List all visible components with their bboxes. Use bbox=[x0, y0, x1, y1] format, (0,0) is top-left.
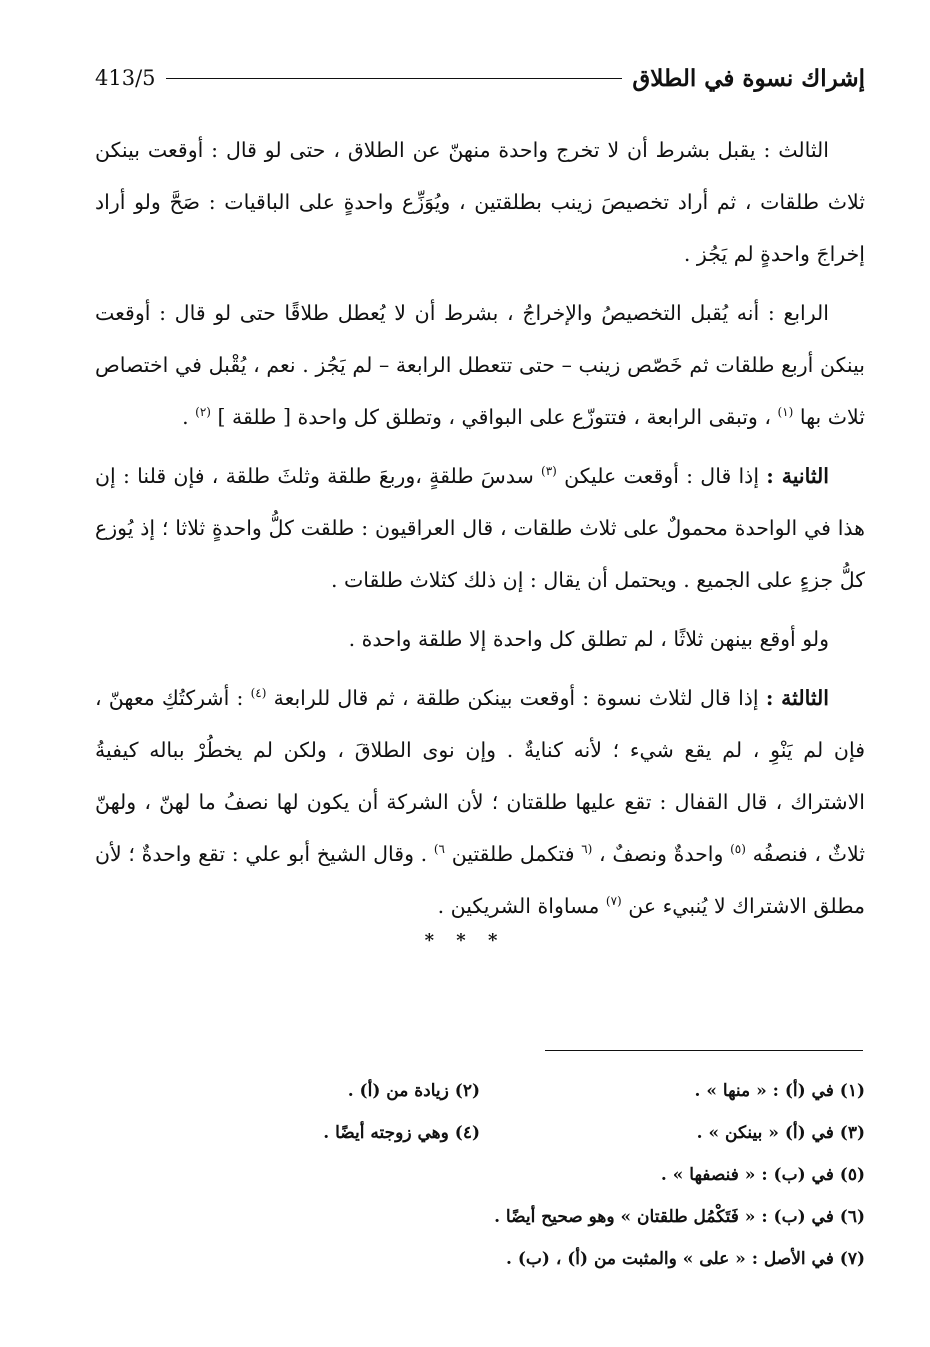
paragraph-text: سدسَ طلقةٍ ،وربعَ طلقة وثلثَ طلقة ، فإن قلنا : إن هذا في الواحدة محمولٌ على ثلاث طلقات ، قال العراقيون : طلقت كلُّ واحدةٍ ثلاثا ؛ إذ يُوزع كلُّ جزءٍ على الجميع . ويحتمل أن يقال : إن ذلك كثلاث طلقات . bbox=[95, 464, 865, 592]
paragraph-text: . وقال الشيخ أبو علي : تقع واحدةٌ ؛ لأن مطلق الاشتراك لا يُنبيء عن bbox=[95, 842, 865, 918]
paragraph-text: فتكمل طلقتين bbox=[451, 842, 575, 866]
footnote-ref-2[interactable]: (٢) bbox=[195, 405, 211, 420]
footnote-ref-5[interactable]: (٥) bbox=[730, 842, 746, 857]
section-separator: * * * bbox=[424, 930, 506, 951]
paragraph-text: الثالث : يقبل بشرط أن لا تخرج واحدة منهنّ عن الطلاق ، حتى لو قال : أوقعت بينكن ثلاث طلقات ، ثم أراد تخصيصَ زينب بطلقتين ، ويُوَزِّع واحدةٍ على الباقيات : صَحَّ ولو أراد إخراجَ واحدةٍ لم يَجُز . bbox=[95, 138, 865, 266]
footnote-6: (٦) في (ب) : « فَتَكْمُل طلقتان » وهو صحيح أيضًا . bbox=[494, 1207, 865, 1227]
footnote-ref-1[interactable]: (١) bbox=[777, 405, 794, 420]
paragraph-text: الرابع : أنه يُقبل التخصيصُ والإخراجُ ، بشرط أن لا يُعطل طلاقًا حتى لو قال : أوقعت بينكن أربع طلقات ثم خَصّص زينب – حتى تتعطل الرابعة – لم يَجُز . نعم ، يُقْبل في اختصاص ثلاث بها bbox=[95, 301, 865, 429]
paragraph-text: مساواة الشريكين . bbox=[437, 894, 600, 918]
footnote-ref-6-open[interactable]: (٦ bbox=[581, 842, 593, 857]
paragraph-text: إذا قال لثلاث نسوة : أوقعت بينكن طلقة ، ثم قال للرابعة bbox=[273, 686, 759, 710]
paragraph-lead: الثانية : bbox=[766, 464, 829, 488]
footnote-1: (١) في (أ) : « منها » . bbox=[694, 1081, 865, 1101]
footnote-row bbox=[95, 1196, 865, 1238]
header-title: إشراك نسوة في الطلاق bbox=[632, 64, 865, 92]
paragraph-second-issue bbox=[95, 450, 865, 606]
header-rule bbox=[166, 78, 623, 79]
running-header bbox=[95, 58, 865, 98]
footnote-row bbox=[95, 1070, 865, 1112]
paragraph-text: ولو أوقع بينهن ثلاثًا ، لم تطلق كل واحدة إلا طلقة واحدة . bbox=[348, 627, 829, 651]
paragraph-lead: الثالثة : bbox=[765, 686, 829, 710]
paragraph-text: واحدةٌ ونصفٌ ، bbox=[599, 842, 724, 866]
footnote-row bbox=[95, 1112, 865, 1154]
paragraph-third bbox=[95, 124, 865, 280]
paragraph-text: إذا قال : أوقعت عليكن bbox=[564, 464, 760, 488]
footnote-4: (٤) وهي زوجته أيضًا . bbox=[323, 1123, 480, 1143]
footnote-ref-6-close[interactable]: ٦) bbox=[433, 842, 445, 857]
footnote-row bbox=[95, 1154, 865, 1196]
main-text bbox=[95, 124, 865, 939]
paragraph-text: : أشركتُكِ معهنّ ، فإن لم يَنْوِ ، لم يقع شيء ؛ لأنه كنايةٌ . وإن نوى الطلاقَ ، ولكن لم يخطُرْ بباله كيفيةُ الاشتراك ، قال القفال : تقع عليها طلقتان ؛ لأن الشركة أن يكون لها نصفُ ما لهنّ ، ولهنّ ثلاثٌ ، فنصفُه bbox=[95, 686, 865, 866]
paragraph-third-issue bbox=[95, 672, 865, 932]
paragraph-three-divorces bbox=[95, 613, 865, 665]
page-number: 413/5 bbox=[95, 66, 156, 90]
paragraph-text: . bbox=[182, 405, 189, 429]
footnote-ref-3[interactable]: (٣) bbox=[541, 464, 557, 479]
footnote-row bbox=[95, 1238, 865, 1280]
footnote-ref-4[interactable]: (٤) bbox=[250, 686, 267, 701]
footnote-3: (٣) في (أ) « بينكن » . bbox=[696, 1123, 865, 1143]
paragraph-fourth bbox=[95, 287, 865, 443]
footnote-2: (٢) زيادة من (أ) . bbox=[347, 1081, 480, 1101]
footnote-5: (٥) في (ب) : « فنصفها » . bbox=[660, 1165, 865, 1185]
paragraph-text: ، وتبقى الرابعة ، فتتوزّع على البواقي ، وتطلق كل واحدة [ طلقة ] bbox=[217, 405, 771, 429]
footnote-rule bbox=[545, 1050, 863, 1051]
footnote-7: (٧) في الأصل : « على » والمثبت من (أ) ، (ب) . bbox=[506, 1249, 865, 1269]
footnote-ref-7[interactable]: (٧) bbox=[605, 894, 622, 909]
footnotes bbox=[95, 1070, 865, 1280]
